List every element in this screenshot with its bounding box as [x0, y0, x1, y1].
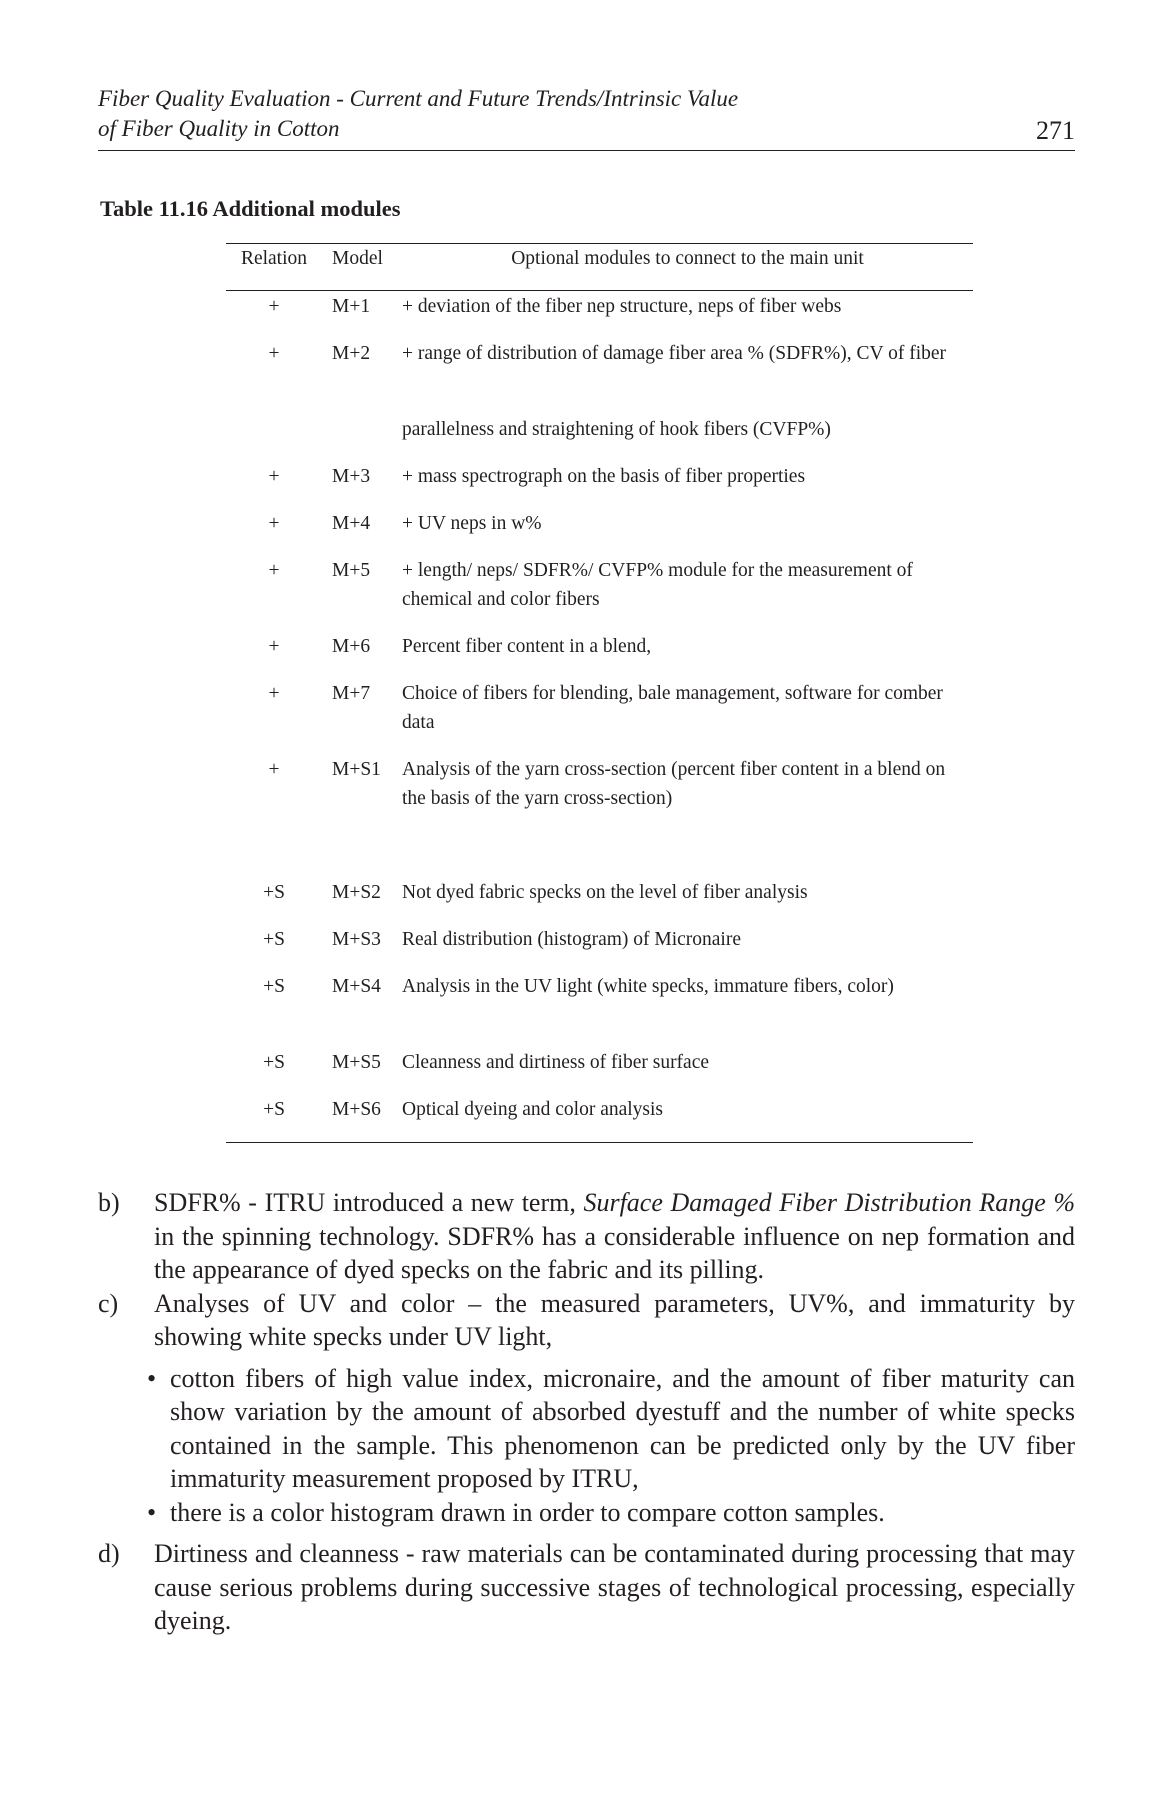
list-marker: c): [98, 1288, 119, 1318]
table-row: [226, 339, 973, 415]
bullet-dot: •: [147, 1363, 157, 1393]
table-header-row: [226, 244, 973, 291]
cell-model: M+S2: [332, 882, 381, 903]
table-caption: Table 11.16 Additional modules: [100, 196, 401, 221]
bullet-content: there is a color histogram drawn in order to compare cotton samples.: [170, 1497, 885, 1527]
text-segment: in the spinning technology. SDFR% has a considerable influence on nep formation and the appearance of dyed specks on the fabric and its pilling.: [154, 1221, 1075, 1284]
column-header-relation: Relation: [226, 244, 322, 291]
bullet-item: [147, 1496, 1075, 1530]
list-item-content: Analyses of UV and color – the measured parameters, UV%, and immaturity by showing white specks under UV light,: [154, 1288, 1075, 1351]
list-marker: d): [98, 1539, 120, 1568]
cell-model: M+5: [332, 560, 371, 581]
cell-description: Optical dyeing and color analysis: [402, 1099, 664, 1120]
table-row: [226, 972, 973, 1048]
modules-table-container: [226, 243, 973, 1143]
running-header-title-line2: of Fiber Quality in Cotton: [98, 116, 340, 141]
cell-model: M+1: [332, 296, 371, 317]
body-text: [98, 1186, 1075, 1638]
cell-description: Not dyed fabric specks on the level of fiber analysis: [402, 882, 808, 903]
list-item-b: [98, 1186, 1075, 1287]
cell-model: M+7: [332, 683, 371, 704]
cell-description: + mass spectrograph on the basis of fiber properties: [402, 466, 806, 487]
cell-relation: +: [268, 636, 280, 657]
table-row: [226, 509, 973, 556]
cell-relation: +S: [263, 1052, 285, 1073]
cell-model: M+2: [332, 343, 371, 364]
table-row: [226, 556, 973, 632]
running-header-title: [98, 84, 738, 144]
list-item-content: [154, 1186, 1075, 1287]
cell-relation: +S: [263, 976, 285, 997]
cell-model: M+S4: [332, 976, 381, 997]
table-row: [226, 878, 973, 925]
cell-relation: +: [268, 466, 280, 487]
cell-relation: +: [268, 296, 280, 317]
bullet-list: [98, 1362, 1075, 1530]
text-segment: SDFR% - ITRU introduced a new term,: [154, 1188, 584, 1217]
bullet-item: [147, 1362, 1075, 1496]
table-row: [226, 679, 973, 755]
cell-model: M+S3: [332, 929, 381, 950]
cell-relation: +S: [263, 929, 285, 950]
table-row: [226, 755, 973, 878]
cell-model: [322, 415, 402, 462]
list-marker: b): [98, 1188, 120, 1217]
cell-relation: +S: [263, 882, 285, 903]
table-row: [226, 925, 973, 972]
column-header-optional-modules: Optional modules to connect to the main unit: [402, 244, 973, 291]
cell-description: + UV neps in w%: [402, 513, 542, 534]
running-header: [98, 84, 1075, 151]
cell-model: M+6: [332, 636, 371, 657]
cell-model: M+S1: [332, 759, 381, 780]
cell-description: Real distribution (histogram) of Micronaire: [402, 929, 742, 950]
cell-relation: [226, 415, 322, 462]
list-item-d: [98, 1537, 1075, 1638]
modules-table: [226, 244, 973, 1142]
bullet-content: cotton fibers of high value index, micronaire, and the amount of fiber maturity can show variation by the amount of absorbed dyestuff and the number of white specks contained in the sample. This phenomenon can be predicted only by the UV fiber immaturity measurement proposed by ITRU,: [170, 1363, 1075, 1493]
column-header-model: Model: [322, 244, 402, 291]
cell-relation: +: [268, 560, 280, 581]
cell-relation: +: [268, 513, 280, 534]
cell-description: Cleanness and dirtiness of fiber surface: [402, 1052, 710, 1073]
cell-description: + range of distribution of damage fiber area % (SDFR%), CV of fiber: [402, 343, 947, 364]
list-item-content: Dirtiness and cleanness - raw materials can be contaminated during processing that may cause serious problems during successive stages of technological processing, especially dyeing.: [154, 1539, 1075, 1635]
table-row: [226, 1048, 973, 1095]
table-row: [226, 1095, 973, 1142]
cell-relation: +: [268, 759, 280, 780]
defined-term: Surface Damaged Fiber Distribution Range %: [583, 1188, 1075, 1217]
table-row: [226, 632, 973, 679]
cell-model: M+S5: [332, 1052, 381, 1073]
cell-description: Analysis in the UV light (white specks, immature fibers, color): [402, 976, 894, 997]
cell-relation: +S: [263, 1099, 285, 1120]
cell-description: + length/ neps/ SDFR%/ CVFP% module for the measurement of chemical and color fibers: [402, 560, 913, 610]
table-row: [226, 415, 973, 462]
bullet-dot: •: [147, 1497, 157, 1527]
running-header-title-line1: Fiber Quality Evaluation - Current and Future Trends/Intrinsic Value: [98, 86, 739, 111]
cell-description: Analysis of the yarn cross-section (percent fiber content in a blend on the basis of the yarn cross-section): [402, 759, 946, 809]
cell-description: + deviation of the fiber nep structure, neps of fiber webs: [402, 296, 842, 317]
cell-model: M+4: [332, 513, 371, 534]
cell-description: Percent fiber content in a blend,: [402, 636, 652, 657]
cell-description: parallelness and straightening of hook fibers (CVFP%): [402, 419, 831, 440]
cell-relation: +: [268, 343, 280, 364]
cell-model: M+3: [332, 466, 371, 487]
page-number: 271: [1036, 116, 1075, 145]
cell-description: Choice of fibers for blending, bale management, software for comber data: [402, 683, 943, 733]
list-item-c: [98, 1287, 1075, 1354]
table-row: [226, 462, 973, 509]
cell-model: M+S6: [332, 1099, 381, 1120]
table-row: [226, 291, 973, 340]
cell-relation: +: [268, 683, 280, 704]
